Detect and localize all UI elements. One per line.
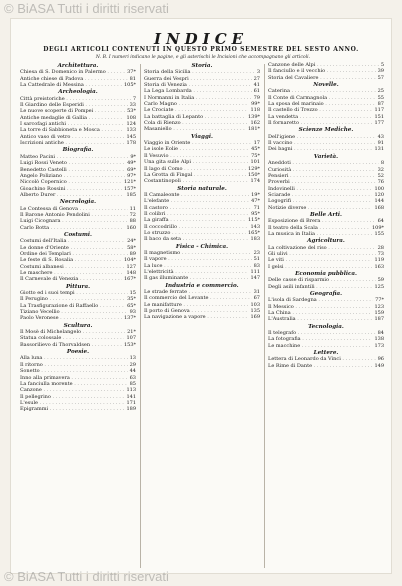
entry-title: Il castello di Trezzo . . .	[268, 107, 372, 113]
index-entry	[20, 140, 136, 146]
entry-title: Il vaccino . . .	[268, 140, 376, 146]
section-heading: Pittura.	[65, 283, 91, 290]
section-heading: Necrologia.	[59, 199, 97, 206]
entry-title: Luigi Cicognara . . .	[20, 218, 128, 224]
entry-title: Il ritorno . . .	[20, 362, 128, 368]
entry-page-number: 17	[253, 140, 260, 147]
entry-title: Il Carnevale di Venezia . . .	[20, 276, 122, 282]
entry-page-number: 47*	[251, 198, 260, 205]
entry-page-number: 84	[377, 330, 384, 337]
entry-title: Il pellegrino . . .	[20, 394, 124, 400]
entry-page-number: 71	[253, 204, 260, 211]
entry-page-number: 133	[126, 127, 136, 134]
entry-page-number: 148	[126, 270, 136, 276]
entry-title: Le feste di S. Rosalia . . .	[20, 257, 122, 263]
entry-page-number: 169	[250, 314, 260, 321]
index-entry	[268, 75, 384, 81]
entry-page-number: 159	[374, 310, 384, 317]
section-heading: Costumi.	[64, 231, 92, 238]
entry-page-number: 67	[253, 295, 260, 302]
entry-page-number: 135	[250, 308, 260, 315]
entry-title: La giraffa . . .	[144, 217, 246, 223]
entry-title: La Cattedrale di Messina . . .	[20, 82, 122, 88]
entry-title: La navigazione a vapore . . .	[144, 314, 248, 320]
entry-title: Luigi Rossi Veneto . . .	[20, 160, 125, 166]
entry-title: Il Conte di Carmagnola . . .	[268, 95, 376, 101]
entry-title: Le maschere . . .	[20, 270, 124, 276]
entry-page-number: 89	[129, 250, 136, 257]
entry-title: L'elefante . . .	[144, 198, 249, 204]
entry-page-number: 81	[129, 75, 136, 82]
index-entry	[20, 315, 136, 321]
entry-page-number: 181*	[247, 126, 260, 133]
entry-title: Le manifatture . . .	[144, 302, 248, 308]
entry-page-number: 53*	[127, 108, 136, 115]
entry-title: Tiziano Vecellio . . .	[20, 309, 128, 315]
entry-page-number: 155	[374, 230, 384, 237]
section-heading: Industria e commercio.	[165, 282, 239, 289]
entry-title: Il Camaleonte . . .	[144, 192, 249, 198]
entry-title: Sciarade . . .	[268, 192, 372, 198]
entry-title: La torre di Sabbioneta e Mosca . . .	[20, 127, 124, 133]
section-heading: Geografia.	[309, 291, 343, 298]
entry-title: La luce . . .	[144, 263, 252, 269]
entry-title: Il Mosè di Michelangelo . . .	[20, 329, 125, 335]
entry-page-number: 187	[374, 316, 384, 323]
index-entry	[144, 178, 260, 184]
entry-title: Storia della Sicilia . . .	[144, 69, 255, 75]
entry-title: La China . . .	[268, 310, 372, 316]
index-entry	[268, 146, 384, 152]
entry-title: Statua colossale . . .	[20, 335, 124, 341]
index-entry	[268, 231, 384, 237]
entry-page-number: 101	[250, 159, 260, 166]
section-heading: Tecnologia.	[308, 323, 344, 330]
entry-page-number: 43	[377, 133, 384, 140]
entry-title: Il fornaretto . . .	[268, 120, 372, 126]
entry-title: Il castoro . . .	[144, 205, 252, 211]
entry-page-number: 15	[129, 290, 136, 297]
entry-title: Niccolò Copernico . . .	[20, 179, 122, 185]
entry-title: Guerra dei Vespri . . .	[144, 76, 252, 82]
entry-page-number: 104*	[123, 257, 136, 264]
entry-title: Le Crociate . . .	[144, 107, 248, 113]
index-entry	[20, 406, 136, 412]
section-heading: Storia naturale.	[177, 185, 227, 192]
entry-title: Iscrizioni antiche . . .	[20, 140, 124, 146]
entry-title: Le viti . . .	[268, 257, 372, 263]
entry-title: La battaglia di Lepanto . . .	[144, 114, 246, 120]
entry-page-number: 96	[377, 356, 384, 363]
index-entry	[144, 275, 260, 281]
entry-title: La Grotta di Fingal . . .	[144, 172, 246, 178]
entry-page-number: 174	[250, 178, 260, 185]
entry-title: I gelsi . . .	[268, 264, 372, 270]
entry-page-number: 144	[374, 198, 384, 205]
section-heading: Viaggi.	[191, 133, 213, 140]
section-heading: Agricoltura.	[307, 238, 345, 245]
index-entry	[268, 205, 384, 211]
column-divider	[140, 64, 141, 568]
entry-title: Il commercio del Levante . . .	[144, 295, 252, 301]
column-divider	[264, 64, 265, 568]
entry-title: Il gas illuminante . . .	[144, 275, 248, 281]
entry-page-number: 113	[126, 387, 136, 394]
entry-page-number: 35*	[127, 296, 136, 303]
entry-page-number: 21*	[127, 329, 136, 336]
entry-page-number: 63	[129, 374, 136, 381]
entry-title: Canzone . . .	[20, 387, 124, 393]
entry-title: Costantinopoli . . .	[144, 178, 248, 184]
entry-page-number: 120	[374, 191, 384, 198]
entry-title: Sonetto . . .	[20, 368, 128, 374]
entry-page-number: 129*	[247, 165, 260, 172]
entry-page-number: 97*	[127, 172, 136, 179]
entry-title: Antico vaso di vetro . . .	[20, 134, 124, 140]
entry-page-number: 121*	[123, 179, 136, 186]
entry-title: Le Rime di Dante . . .	[268, 363, 372, 369]
entry-page-number: 118	[250, 107, 260, 114]
index-entry	[268, 264, 384, 270]
entry-page-number: 32	[377, 166, 384, 173]
entry-title: Storia del Cavaliere . . .	[268, 75, 376, 81]
entry-title: Alla luna . . .	[20, 355, 128, 361]
section-heading: Fisica - Chimica.	[175, 243, 229, 250]
page-title: INDICE	[153, 30, 249, 48]
entry-page-number: 8	[380, 160, 384, 167]
entry-page-number: 95*	[251, 210, 260, 217]
entry-title: Chiesa di S. Domenico in Palermo . . .	[20, 69, 125, 75]
index-entry	[20, 342, 136, 348]
index-entry	[268, 316, 384, 322]
entry-page-number: 168	[374, 204, 384, 211]
entry-title: Il telegrafo . . .	[268, 330, 376, 336]
entry-page-number: 163	[374, 263, 384, 270]
entry-title: Aneddoti . . .	[268, 160, 379, 166]
entry-title: Canzone delle Alpi . . .	[268, 62, 379, 68]
entry-page-number: 49*	[127, 160, 136, 167]
entry-title: Il Barone Antonio Pendolini . . .	[20, 212, 128, 218]
watermark-top: © BiASA Tutti i diritti riservati	[4, 1, 169, 16]
entry-page-number: 151	[374, 113, 384, 120]
entry-page-number: 58*	[127, 244, 136, 251]
entry-page-number: 138	[374, 336, 384, 343]
watermark-bottom: © BiASA Tutti i diritti riservati	[4, 569, 169, 584]
entry-page-number: 33	[129, 102, 136, 109]
entry-page-number: 88	[129, 218, 136, 225]
entry-title: L'esule . . .	[20, 400, 124, 406]
entry-title: Degli asili infantili . . .	[268, 284, 372, 290]
entry-title: Costumi albanesi . . .	[20, 264, 124, 270]
index-entry	[20, 225, 136, 231]
entry-page-number: 76	[377, 179, 384, 186]
entry-title: Antiche medaglie di Gallia . . .	[20, 115, 124, 121]
entry-page-number: 25	[377, 88, 384, 95]
entry-title: Il lago di Como . . .	[144, 166, 246, 172]
entry-title: Carlo Magno . . .	[144, 101, 249, 107]
entry-page-number: 131	[374, 146, 384, 153]
page-note: N. B. I numeri indicano le pagine, e gli asterischi le Incisioni che accompagnano gli articoli.	[95, 55, 311, 60]
entry-title: Pensieri . . .	[268, 173, 376, 179]
entry-page-number: 145	[126, 133, 136, 140]
entry-title: Carlo Botta . . .	[20, 225, 124, 231]
entry-page-number: 178	[126, 140, 136, 147]
entry-title: Paolo Veronese . . .	[20, 315, 122, 321]
entry-page-number: 153*	[123, 341, 136, 348]
entry-page-number: 5	[380, 62, 384, 68]
entry-title: Il Perugino . . .	[20, 296, 125, 302]
entry-title: Matteo Pacini . . .	[20, 154, 128, 160]
entry-page-number: 162	[250, 120, 260, 127]
entry-title: Giotto ed i suoi tempi . . .	[20, 290, 128, 296]
entry-title: Il magnetismo . . .	[144, 250, 252, 256]
entry-page-number: 141	[126, 393, 136, 400]
entry-page-number: 85	[129, 380, 136, 387]
index-entry	[20, 192, 136, 198]
entry-title: La fotografia . . .	[268, 336, 372, 342]
entry-page-number: 103	[250, 301, 260, 308]
entry-page-number: 160	[126, 224, 136, 231]
entry-title: Gioachino Rossini . . .	[20, 186, 122, 192]
entry-page-number: 115*	[247, 217, 260, 224]
entry-title: Esposizione di Brera . . .	[268, 218, 376, 224]
section-heading: Novelle.	[313, 82, 339, 89]
entry-title: Le nuove scoperte di Pompei . . .	[20, 108, 125, 114]
entry-page-number: 39	[377, 68, 384, 75]
entry-page-number: 23	[253, 249, 260, 256]
entry-page-number: 24*	[127, 238, 136, 245]
entry-title: Alberto Durer . . .	[20, 192, 124, 198]
entry-page-number: 55	[377, 94, 384, 101]
entry-page-number: 37*	[127, 69, 136, 76]
entry-title: Il Messico . . .	[268, 304, 372, 310]
entry-page-number: 91	[377, 140, 384, 147]
index-page	[10, 18, 392, 574]
entry-page-number: 31	[253, 289, 260, 296]
entry-title: Il porto di Genova . . .	[144, 308, 248, 314]
index-entry	[144, 126, 260, 132]
entry-title: La vendetta . . .	[268, 114, 372, 120]
entry-title: Delle casse di risparmio . . .	[268, 277, 376, 283]
entry-page-number: 27	[253, 75, 260, 82]
entry-title: Una gita sulle Alpi . . .	[144, 159, 248, 165]
index-entry	[268, 363, 384, 369]
section-heading: Scultura.	[63, 322, 93, 329]
entry-title: Dell'igiene . . .	[268, 134, 376, 140]
entry-title: Logogrifi . . .	[268, 198, 372, 204]
entry-page-number: 83	[253, 262, 260, 269]
entry-page-number: 3	[256, 69, 260, 76]
entry-page-number: 11	[129, 205, 136, 212]
entry-page-number: 64	[377, 218, 384, 225]
entry-title: Città preistoriche . . .	[20, 96, 131, 102]
entry-page-number: 9*	[130, 153, 136, 160]
entry-page-number: 59	[377, 277, 384, 284]
entry-title: Il Vesuvio . . .	[144, 153, 249, 159]
entry-page-number: 127	[126, 263, 136, 270]
entry-title: Lettera di Leonardo da Vinci . . .	[268, 356, 376, 362]
entry-page-number: 77*	[375, 297, 384, 304]
entry-title: L'isola di Sardegna . . .	[268, 297, 373, 303]
entry-title: Il baco da seta . . .	[144, 236, 248, 242]
entry-title: Il vapore . . .	[144, 256, 252, 262]
entry-page-number: 125	[374, 283, 384, 290]
entry-page-number: 72	[129, 211, 136, 218]
entry-page-number: 75*	[251, 152, 260, 159]
entry-page-number: 124	[126, 121, 136, 128]
entry-title: La Trasfigurazione di Raffaello . . .	[20, 303, 125, 309]
entry-title: I Normanni in Italia . . .	[144, 95, 252, 101]
entry-page-number: 173	[374, 342, 384, 349]
index-column-1	[20, 62, 136, 570]
entry-title: I sarcofagi antichi . . .	[20, 121, 124, 127]
index-entry	[144, 314, 260, 320]
entry-page-number: 105*	[123, 82, 136, 89]
entry-page-number: 44	[129, 368, 136, 375]
entry-title: Il coccodrillo . . .	[144, 224, 248, 230]
entry-page-number: 28	[377, 244, 384, 251]
entry-title: La sposa del marinaio . . .	[268, 101, 376, 107]
entry-page-number: 13	[129, 355, 136, 362]
entry-page-number: 45*	[251, 146, 260, 153]
entry-page-number: 69*	[127, 166, 136, 173]
entry-title: Gli ulivi . . .	[268, 251, 376, 257]
entry-page-number: 51	[253, 256, 260, 263]
entry-page-number: 157*	[123, 185, 136, 192]
entry-title: Le isole Eolie . . .	[144, 146, 249, 152]
index-entry	[20, 276, 136, 282]
entry-page-number: 100	[374, 185, 384, 192]
entry-page-number: 137*	[123, 315, 136, 322]
index-column-3	[268, 62, 384, 570]
index-entry	[268, 120, 384, 126]
entry-title: Le donne d'Oriente . . .	[20, 245, 125, 251]
entry-page-number: 79	[253, 94, 260, 101]
entry-page-number: 65*	[127, 302, 136, 309]
entry-page-number: 61	[253, 88, 260, 95]
entry-page-number: 177	[374, 120, 384, 127]
entry-title: Storia di Venezia . . .	[144, 82, 252, 88]
entry-title: Cola di Rienzo . . .	[144, 120, 248, 126]
entry-title: Le macchine . . .	[268, 343, 372, 349]
entry-page-number: 185	[126, 191, 136, 198]
entry-title: Viaggio in Oriente . . .	[144, 140, 252, 146]
entry-page-number: 107	[126, 335, 136, 342]
entry-title: La musica in Italia . . .	[268, 231, 372, 237]
entry-title: Le strade ferrate . . .	[144, 289, 252, 295]
section-heading: Belle Arti.	[310, 211, 342, 218]
entry-page-number: 147	[250, 275, 260, 282]
entry-title: Angelo Poliziano . . .	[20, 173, 125, 179]
entry-title: Costumi dell'Italia . . .	[20, 238, 125, 244]
entry-title: La coltivazione del riso . . .	[268, 245, 376, 251]
entry-title: La Lega Lombarda . . .	[144, 88, 252, 94]
section-heading: Biografia.	[62, 147, 94, 154]
entry-title: Il colibrì . . .	[144, 211, 249, 217]
index-entry	[268, 343, 384, 349]
section-heading: Lettere.	[313, 350, 339, 357]
entry-page-number: 119	[374, 257, 384, 264]
entry-title: Bassorilievo di Thorvaldsen . . .	[20, 342, 122, 348]
section-heading: Storia.	[191, 63, 213, 69]
entry-page-number: 149	[374, 362, 384, 369]
entry-page-number: 167*	[123, 276, 136, 283]
entry-title: Il teatro della Scala . . .	[268, 225, 370, 231]
section-heading: Scienze Mediche.	[298, 127, 354, 134]
entry-page-number: 171	[126, 399, 136, 406]
entry-title: Proverbi . . .	[268, 179, 376, 185]
entry-page-number: 111	[250, 269, 260, 275]
entry-page-number: 57	[377, 74, 384, 81]
entry-title: Inno alla primavera . . .	[20, 375, 128, 381]
entry-title: Curiosità . . .	[268, 167, 376, 173]
entry-page-number: 165*	[247, 229, 260, 236]
entry-title: Indovinelli . . .	[268, 186, 372, 192]
entry-page-number: 41	[253, 82, 260, 89]
section-heading: Poesie.	[66, 349, 90, 356]
index-entry	[268, 284, 384, 290]
entry-title: L'elettricità . . .	[144, 269, 248, 275]
entry-page-number: 108	[126, 114, 136, 121]
entry-page-number: 143	[250, 223, 260, 230]
entry-title: Antiche chiese di Padova . . .	[20, 76, 128, 82]
entry-page-number: 150*	[247, 171, 260, 178]
entry-title: La fanciulla morente . . .	[20, 381, 128, 387]
index-column-2	[144, 62, 260, 570]
entry-page-number: 52	[377, 172, 384, 179]
entry-page-number: 73	[377, 250, 384, 257]
page-subtitle: DEGLI ARTICOLI CONTENUTI IN QUESTO PRIMO SEMESTRE DEL SESTO ANNO.	[43, 46, 359, 53]
entry-title: Lo struzzo . . .	[144, 230, 246, 236]
entry-page-number: 117	[374, 107, 384, 114]
entry-title: Dei bagni . . .	[268, 146, 372, 152]
entry-title: Notizie diverse . . .	[268, 205, 372, 211]
section-heading: Varietà.	[313, 153, 339, 160]
entry-title: Benedetto Castelli . . .	[20, 167, 125, 173]
entry-title: Le Contessa di Genova . . .	[20, 206, 128, 212]
entry-page-number: 189	[126, 406, 136, 413]
entry-page-number: 109*	[371, 224, 384, 231]
entry-page-number: 139*	[247, 113, 260, 120]
entry-page-number: 29	[129, 361, 136, 368]
entry-page-number: 93	[129, 309, 136, 316]
entry-page-number: 19*	[251, 191, 260, 198]
entry-page-number: 123	[374, 303, 384, 310]
entry-title: Caterina . . .	[268, 88, 376, 94]
entry-title: L'Australia . . .	[268, 316, 372, 322]
index-entry	[144, 236, 260, 242]
section-heading: Economia pubblica.	[295, 271, 357, 277]
section-heading: Archeologia.	[58, 89, 98, 96]
entry-page-number: 7	[132, 95, 136, 102]
section-heading: Architettura.	[57, 63, 99, 69]
entry-title: Il fanciullo e il vecchio . . .	[268, 68, 376, 74]
entry-title: Ordine dei Templari . . .	[20, 251, 128, 257]
index-entry	[20, 82, 136, 88]
entry-title: Il Giardino delle Esperidi . . .	[20, 102, 128, 108]
entry-page-number: 87	[377, 101, 384, 108]
entry-page-number: 99*	[251, 101, 260, 108]
entry-title: Masaniello . . .	[144, 126, 246, 132]
entry-page-number: 183	[250, 236, 260, 243]
entry-title: Epigrammi . . .	[20, 406, 124, 412]
